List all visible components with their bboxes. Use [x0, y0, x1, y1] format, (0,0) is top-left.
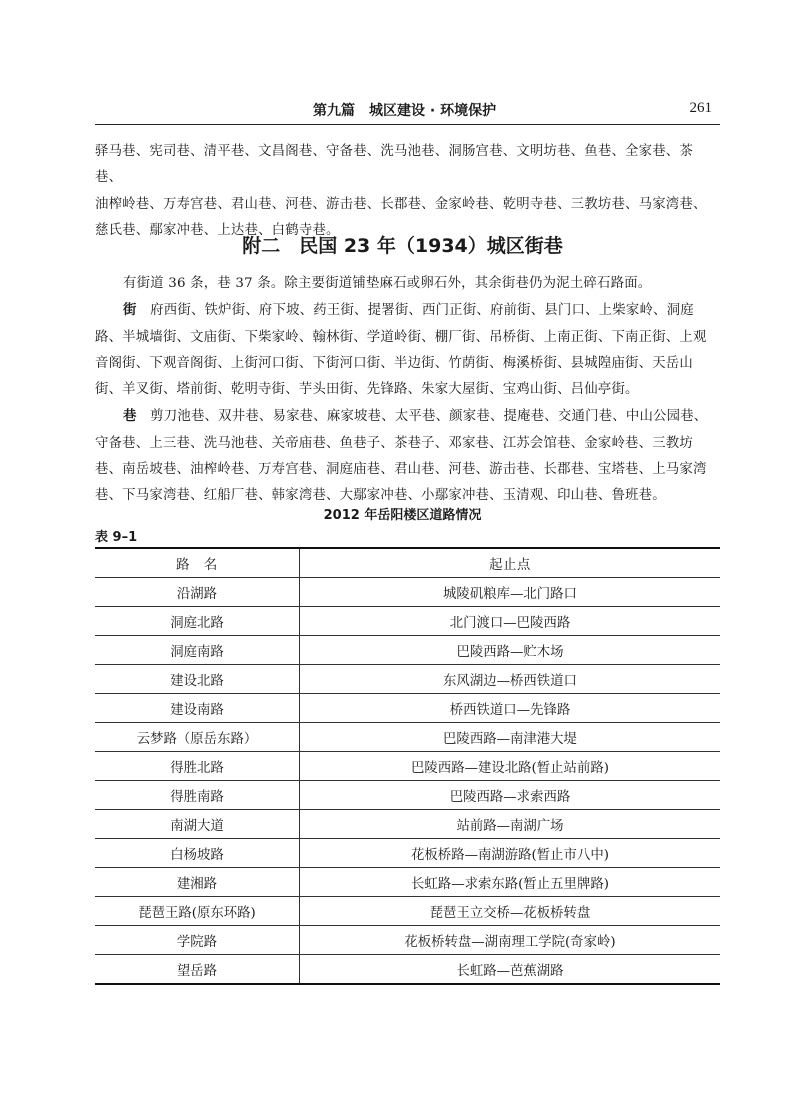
road-name-cell: 沿湖路 [95, 578, 300, 607]
start-end-cell: 巴陵西路—求索西路 [300, 781, 721, 810]
table-row [95, 752, 720, 781]
table-row [95, 636, 720, 665]
start-end-cell: 琵琶王立交桥—花板桥转盘 [300, 897, 721, 926]
table-row [95, 839, 720, 868]
road-name-cell: 望岳路 [95, 955, 300, 985]
table-row [95, 723, 720, 752]
road-name-cell: 南湖大道 [95, 810, 300, 839]
table-number: 表 9–1 [95, 530, 138, 545]
road-name-cell: 学院路 [95, 926, 300, 955]
section-title: 附二 民国 23 年（1934）城区街巷 [242, 235, 563, 257]
road-name-cell: 得胜南路 [95, 781, 300, 810]
road-name-cell: 洞庭南路 [95, 636, 300, 665]
chapter-title: 第九篇 城区建设 · 环境保护 [313, 103, 497, 119]
road-name-cell: 建设北路 [95, 665, 300, 694]
road-name-cell: 得胜北路 [95, 752, 300, 781]
lanes-text: 剪刀池巷、双井巷、易家巷、麻家坡巷、太平巷、颜家巷、提庵巷、交通门巷、中山公园巷、守备巷、上三巷、洗马池巷、关帝庙巷、鱼巷子、茶巷子、邓家巷、江苏会馆巷、金家岭巷、三教坊巷、南岳坡巷、油榨岭巷、万寿宫巷、洞庭庙巷、君山巷、河巷、游击巷、长郡巷、宝塔巷、上马家湾巷、下马家湾巷、红船厂巷、韩家湾巷、大鄢家冲巷、小鄢家冲巷、玉清观、印山巷、鲁班巷。 [95, 409, 708, 504]
table-row [95, 578, 720, 607]
start-end-cell: 长虹路—求索东路(暂止五里牌路) [300, 868, 721, 897]
start-end-cell: 桥西铁道口—先锋路 [300, 694, 721, 723]
table-caption: 2012 年岳阳楼区道路情况 [323, 508, 482, 523]
table-row [95, 665, 720, 694]
road-name-cell: 白杨坡路 [95, 839, 300, 868]
start-end-cell: 城陵矶粮库—北门路口 [300, 578, 721, 607]
road-table [95, 547, 720, 985]
table-row [95, 926, 720, 955]
table-row [95, 607, 720, 636]
road-name-cell: 建设南路 [95, 694, 300, 723]
intro-line: 驿马巷、宪司巷、清平巷、文昌阁巷、守备巷、洗马池巷、洞肠宫巷、文明坊巷、鱼巷、全家巷、茶巷、 [95, 144, 693, 186]
start-end-cell: 花板桥转盘—湖南理工学院(奇家岭) [300, 926, 721, 955]
table-body [95, 578, 720, 985]
section-body [95, 271, 720, 510]
intro-lane-list [95, 139, 720, 244]
header-start-end: 起止点 [300, 548, 721, 578]
lanes-paragraph [95, 403, 720, 509]
start-end-cell: 巴陵西路—南津港大堤 [300, 723, 721, 752]
table-row [95, 781, 720, 810]
road-name-cell: 云梦路（原岳东路） [95, 723, 300, 752]
streets-paragraph [95, 297, 720, 403]
header-road-name: 路 名 [95, 548, 300, 578]
streets-text: 府西街、铁炉街、府下坡、药王街、提署街、西门正街、府前街、县门口、上柴家岭、洞庭路、半城墙街、文庙街、下柴家岭、翰林街、学道岭街、棚厂街、吊桥街、上南正街、下南正街、上观音阁街、下观音阁街、上街河口街、下街河口街、半边街、竹荫街、梅溪桥街、县城隍庙街、天岳山街、羊叉街、塔前街、乾明寺街、芋头田街、先锋路、朱家大屋街、宝鸡山街、吕仙亭街。 [95, 303, 707, 398]
table-row [95, 868, 720, 897]
intro-line: 慈氏巷、鄢家冲巷、上达巷、白鹤寺巷。 [95, 222, 340, 238]
running-header [95, 98, 720, 125]
summary-paragraph: 有街道 36 条，巷 37 条。除主要街道铺垫麻石或卵石外，其余街巷仍为泥土碎石路面。 [123, 276, 652, 291]
lanes-lead: 巷 [123, 408, 137, 425]
start-end-cell: 站前路—南湖广场 [300, 810, 721, 839]
start-end-cell: 东风湖边—桥西铁道口 [300, 665, 721, 694]
road-name-cell: 建湘路 [95, 868, 300, 897]
start-end-cell: 长虹路—芭蕉湖路 [300, 955, 721, 985]
road-name-cell: 洞庭北路 [95, 607, 300, 636]
table-row [95, 694, 720, 723]
page-number: 261 [689, 100, 712, 116]
table-row [95, 955, 720, 985]
table-row [95, 810, 720, 839]
start-end-cell: 花板桥路—南湖游路(暂止市八中) [300, 839, 721, 868]
intro-line: 油榨岭巷、万寿宫巷、君山巷、河巷、游击巷、长郡巷、金家岭巷、乾明寺巷、三教坊巷、马家湾巷、 [95, 196, 707, 212]
streets-lead: 街 [123, 302, 137, 319]
table-row [95, 897, 720, 926]
start-end-cell: 巴陵西路—建设北路(暂止站前路) [300, 752, 721, 781]
start-end-cell: 巴陵西路—贮木场 [300, 636, 721, 665]
start-end-cell: 北门渡口—巴陵西路 [300, 607, 721, 636]
table-header-row [95, 548, 720, 578]
road-name-cell: 琵琶王路(原东环路) [95, 897, 300, 926]
